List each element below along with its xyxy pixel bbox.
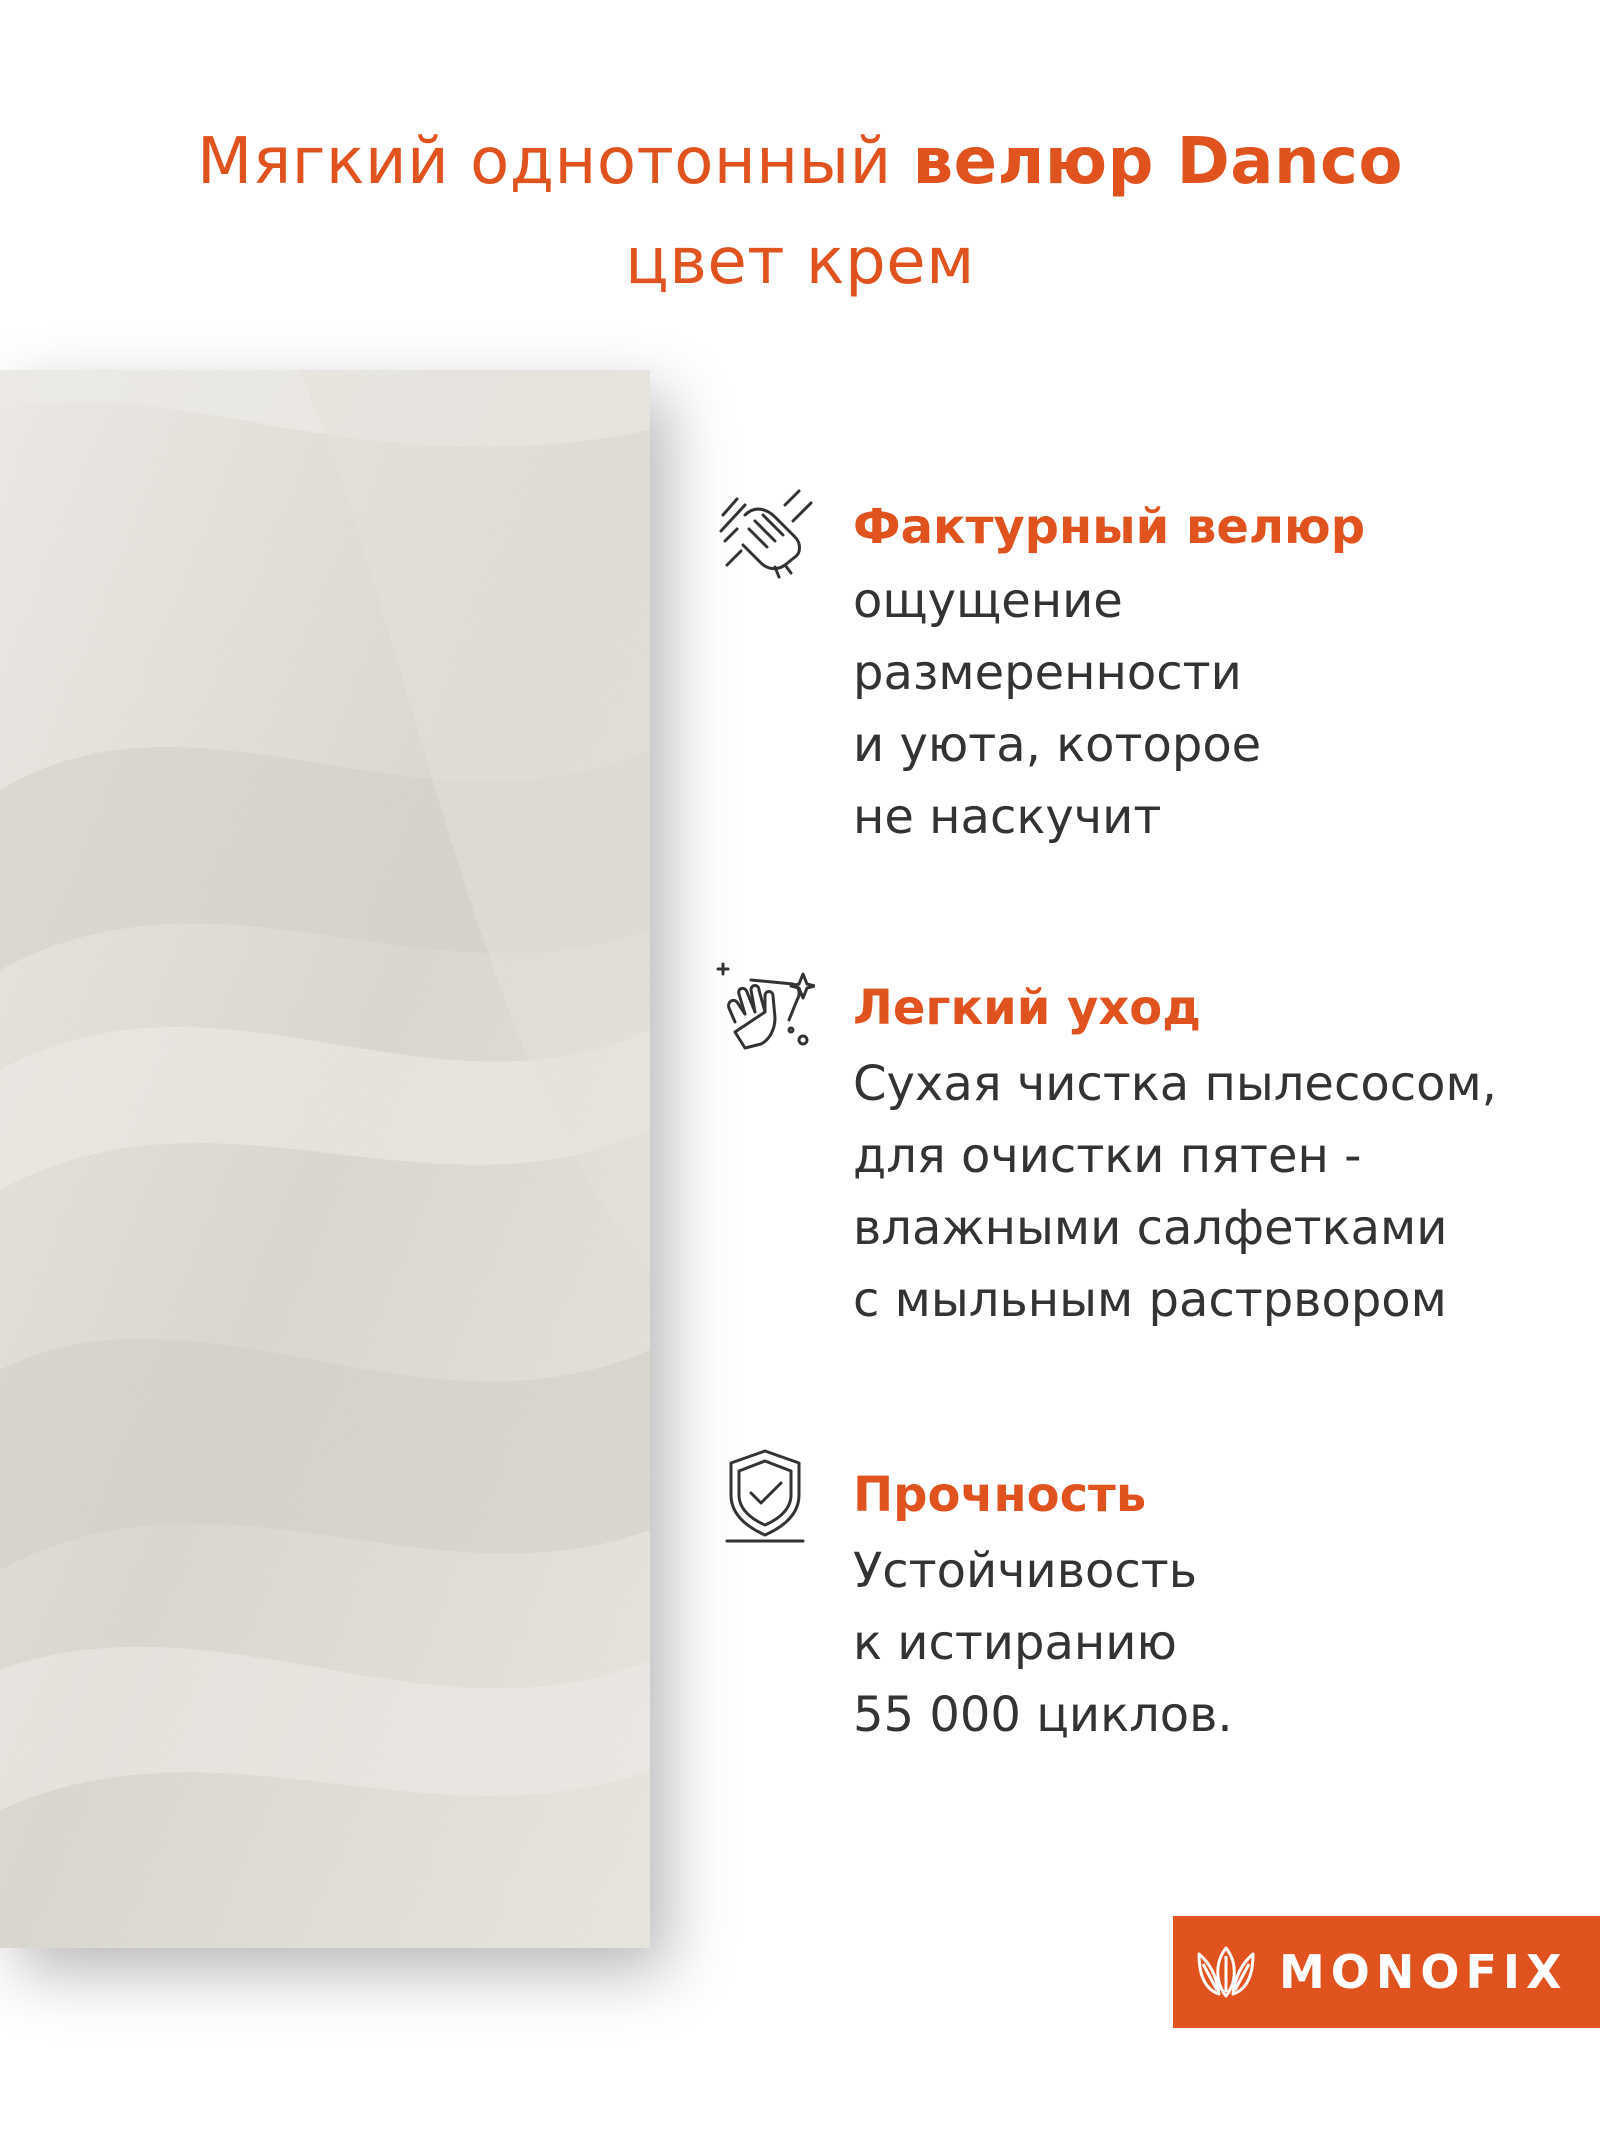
feature-line: Устойчивость: [853, 1543, 1198, 1599]
fabric-texture: [0, 370, 650, 1948]
feature-line: к истиранию: [853, 1615, 1177, 1671]
feature-line: 55 000 циклов.: [853, 1687, 1233, 1743]
feature-line: влажными салфетками: [853, 1200, 1448, 1256]
feature-line: с мыльным растрвором: [853, 1272, 1447, 1328]
feature-line: для очистки пятен -: [853, 1128, 1362, 1184]
feature-line: Сухая чистка пылесосом,: [853, 1056, 1497, 1112]
feature-body: [853, 1535, 1233, 1751]
feature-line: размеренности: [853, 645, 1242, 701]
feature-heading: Прочность: [853, 1467, 1147, 1523]
hand-wipe-clean-icon: [715, 960, 815, 1060]
page-title: [0, 112, 1600, 312]
feature-body: [853, 1048, 1497, 1336]
title-bold: велюр Danco: [912, 125, 1403, 199]
hand-texture-icon: [715, 485, 815, 585]
feature-line: и уюта, которое: [853, 717, 1262, 773]
brand-logo: [1173, 1916, 1600, 2028]
feature-heading: Легкий уход: [853, 980, 1202, 1036]
title-regular: Мягкий однотонный: [197, 125, 913, 199]
feature-heading: Фактурный велюр: [853, 499, 1366, 555]
feature-line: ощущение: [853, 573, 1123, 629]
title-line-1: [0, 112, 1600, 212]
fabric-swatch-image: [0, 370, 650, 1948]
feature-line: не наскучит: [853, 789, 1162, 845]
shield-check-icon: [715, 1445, 815, 1545]
feature-body: [853, 565, 1261, 853]
brand-name: MONOFIX: [1279, 1945, 1568, 1999]
leaf-logo-icon: [1195, 1944, 1257, 2000]
title-line-2: цвет крем: [625, 225, 975, 299]
